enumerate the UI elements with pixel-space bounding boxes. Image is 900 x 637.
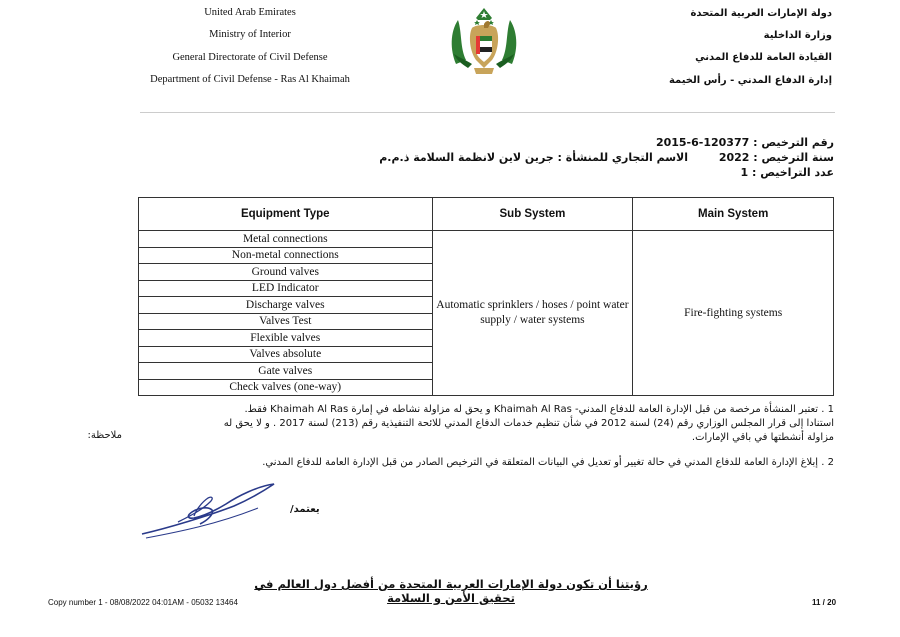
notes-label: ملاحظة: xyxy=(87,430,122,441)
copy-info: Copy number 1 - 08/08/2022 04:01AM - 05032 13464 xyxy=(48,598,238,607)
header-en-department: Department of Civil Defense - Ras Al Khaimah xyxy=(150,74,350,85)
equipment-item: Non-metal connections xyxy=(139,247,433,264)
header-ar-ministry: وزارة الداخلية xyxy=(763,30,832,41)
equipment-item: Metal connections xyxy=(139,231,433,248)
table-row xyxy=(139,231,834,248)
vision-statement: رؤيتنا أن تكون دولة الإمارات العربية المتحدة من أفضل دول العالم في تحقيق الأمن و السلامة xyxy=(254,577,648,605)
header-main-system: Main System xyxy=(633,198,834,231)
equipment-item: Discharge valves xyxy=(139,297,433,314)
trade-name: الاسم التجاري للمنشأة : جرين لاين لانظمة السلامة ذ.م.م xyxy=(379,151,688,164)
equipment-item: LED Indicator xyxy=(139,280,433,297)
license-year-row xyxy=(719,151,834,164)
license-number-row xyxy=(656,136,834,149)
uae-emblem-logo xyxy=(446,2,522,82)
header-ar-country: دولة الإمارات العربية المتحدة xyxy=(690,8,832,19)
header-en-ministry: Ministry of Interior xyxy=(209,29,291,40)
equipment-table xyxy=(138,197,834,396)
header-equipment-type: Equipment Type xyxy=(139,198,433,231)
note-1-line-1: 1 . تعتبر المنشأة مرخصة من قبل الإدارة العامة للدفاع المدني- Khaimah Al Ras و يحق له مزاولة نشاطه في إمارة Khaimah Al Ras فقط. xyxy=(244,404,834,415)
note-2: 2 . إبلاغ الإدارة العامة للدفاع المدني في حالة تغيير أو تعديل في البيانات المتعلقة في الترخيص الصادر من قبل الإدارة العامة للدفاع المدني. xyxy=(262,457,834,468)
license-count-row xyxy=(740,166,834,179)
main-system-cell: Fire-fighting systems xyxy=(633,231,834,396)
header-sub-system: Sub System xyxy=(432,198,633,231)
license-year-label: سنة الترخيص : xyxy=(753,151,834,164)
header-ar-department: إدارة الدفاع المدني - رأس الخيمة xyxy=(668,75,832,86)
header-en-country: United Arab Emirates xyxy=(204,7,296,18)
approval-label: يعتمد/ xyxy=(290,504,320,515)
header-en-directorate: General Directorate of Civil Defense xyxy=(172,52,328,63)
license-year-value: 2022 xyxy=(718,151,750,164)
note-1-line-3: مزاولة أنشطتها في باقي الإمارات. xyxy=(691,432,834,443)
license-count-label: عدد التراخيص : xyxy=(751,166,834,179)
header-ar-directorate: القيادة العامة للدفاع المدني xyxy=(695,52,832,63)
license-count-value: 1 xyxy=(740,166,749,179)
note-1-line-2: استنادا إلى قرار المجلس الوزاري رقم (24) لسنة 2012 في شأن تنظيم خدمات الدفاع المدني للائحة التنفيذية رقم (213) لسنة 2017 . و لا يحق له xyxy=(223,418,834,429)
license-number-value: 2015-6-120377 xyxy=(655,136,750,149)
signature-image xyxy=(138,472,283,542)
equipment-item: Gate valves xyxy=(139,363,433,380)
equipment-item: Ground valves xyxy=(139,264,433,281)
header-divider xyxy=(140,112,835,113)
equipment-item: Valves Test xyxy=(139,313,433,330)
equipment-item: Flexible valves xyxy=(139,330,433,347)
equipment-item: Check valves (one-way) xyxy=(139,379,433,396)
equipment-item: Valves absolute xyxy=(139,346,433,363)
table-header-row xyxy=(139,198,834,231)
sub-system-cell: Automatic sprinklers / hoses / point water supply / water systems xyxy=(432,231,633,396)
license-number-label: رقم الترخيص : xyxy=(753,136,834,149)
page-number: 11 / 20 xyxy=(812,598,837,607)
